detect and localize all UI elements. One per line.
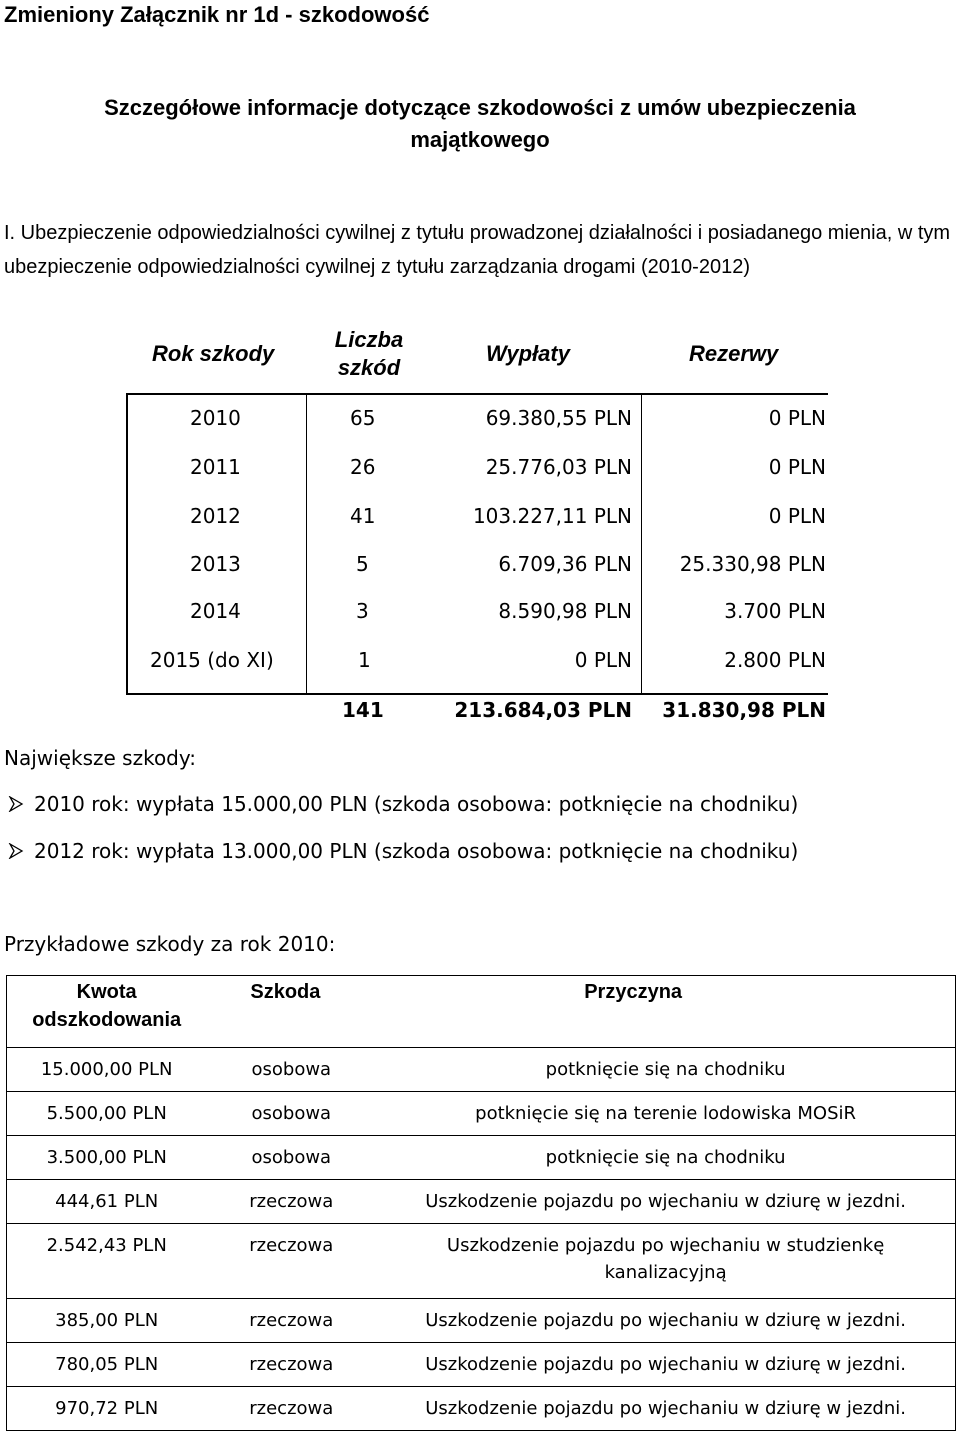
summary-year: 2015 (do XI) xyxy=(150,648,274,672)
largest-claim-item xyxy=(8,791,798,817)
summary-year: 2011 xyxy=(190,455,241,479)
claim-type: rzeczowa xyxy=(206,1180,376,1224)
subtitle-line-2: majątkowego xyxy=(410,127,550,152)
claim-type: osobowa xyxy=(206,1136,376,1180)
claim-amount: 970,72 PLN xyxy=(7,1387,207,1431)
claim-cause: potknięcie się na chodniku xyxy=(376,1136,955,1180)
section-heading: I. Ubezpieczenie odpowiedzialności cywilnej z tytułu prowadzonej działalności i posiadanego mienia, w tym ubezpieczenie odpowiedzialności cywilnej z tytułu zarządzania drogami (2010-2012) xyxy=(4,222,951,278)
summary-payments: 8.590,98 PLN xyxy=(498,599,632,623)
summary-payments: 25.776,03 PLN xyxy=(485,455,632,479)
summary-year: 2014 xyxy=(190,599,241,623)
summary-header-count xyxy=(330,326,408,382)
summary-total-reserves: 31.830,98 PLN xyxy=(662,698,826,722)
column-header-amount xyxy=(7,976,207,1048)
claim-cause xyxy=(376,1224,955,1299)
summary-reserves: 0 PLN xyxy=(768,455,826,479)
claim-cause-line1: Uszkodzenie pojazdu po wjechaniu w studzienkę xyxy=(446,1235,885,1256)
claim-amount: 3.500,00 PLN xyxy=(7,1136,207,1180)
document-subtitle xyxy=(0,92,960,156)
summary-reserves: 25.330,98 PLN xyxy=(679,552,826,576)
summary-year: 2010 xyxy=(190,406,241,430)
summary-count: 3 xyxy=(356,599,369,623)
largest-claim-item xyxy=(8,838,798,864)
table-header-row xyxy=(7,976,956,1048)
table-row xyxy=(7,1048,956,1092)
summary-count: 65 xyxy=(350,406,376,430)
table-row xyxy=(7,1387,956,1431)
summary-count: 5 xyxy=(356,552,369,576)
table-row xyxy=(7,1136,956,1180)
arrow-bullet-icon xyxy=(8,796,24,812)
claim-cause: potknięcie się na chodniku xyxy=(376,1048,955,1092)
table-row xyxy=(7,1092,956,1136)
claim-type: rzeczowa xyxy=(206,1343,376,1387)
claim-amount: 15.000,00 PLN xyxy=(7,1048,207,1092)
largest-claim-text: 2012 rok: wypłata 13.000,00 PLN (szkoda osobowa: potknięcie na chodniku) xyxy=(34,839,799,863)
column-header-cause: Przyczyna xyxy=(376,976,955,1048)
summary-header-reserves: Rezerwy xyxy=(689,341,779,366)
table-row xyxy=(7,1180,956,1224)
summary-reserves: 0 PLN xyxy=(768,504,826,528)
summary-count: 1 xyxy=(358,648,371,672)
claim-amount: 444,61 PLN xyxy=(7,1180,207,1224)
document-title: Zmieniony Załącznik nr 1d - szkodowość xyxy=(4,2,430,27)
claim-type: rzeczowa xyxy=(206,1299,376,1343)
summary-divider xyxy=(641,395,642,693)
table-row xyxy=(7,1299,956,1343)
summary-header-payments: Wypłaty xyxy=(486,341,570,366)
subtitle-line-1: Szczegółowe informacje dotyczące szkodowości z umów ubezpieczenia xyxy=(104,95,856,120)
largest-claim-text: 2010 rok: wypłata 15.000,00 PLN (szkoda osobowa: potknięcie na chodniku) xyxy=(34,792,799,816)
claim-type: osobowa xyxy=(206,1048,376,1092)
example-claims-table xyxy=(6,975,956,1431)
summary-payments: 6.709,36 PLN xyxy=(498,552,632,576)
largest-claims-label: Największe szkody: xyxy=(4,746,196,770)
summary-year: 2013 xyxy=(190,552,241,576)
column-header-amount-line2: odszkodowania xyxy=(32,1009,182,1031)
summary-payments: 0 PLN xyxy=(574,648,632,672)
summary-header-count-line1: Liczba xyxy=(334,327,404,352)
summary-year: 2012 xyxy=(190,504,241,528)
claim-cause-line2: kanalizacyjną xyxy=(604,1262,727,1283)
claim-cause: Uszkodzenie pojazdu po wjechaniu w dziurę w jezdni. xyxy=(376,1387,955,1431)
claim-amount: 780,05 PLN xyxy=(7,1343,207,1387)
summary-total-count: 141 xyxy=(342,698,384,722)
summary-count: 41 xyxy=(350,504,376,528)
summary-header-count-line2: szkód xyxy=(337,355,401,380)
arrow-bullet-icon xyxy=(8,843,24,859)
table-row xyxy=(7,1224,956,1299)
summary-divider xyxy=(306,395,307,693)
claim-cause: Uszkodzenie pojazdu po wjechaniu w dziurę w jezdni. xyxy=(376,1299,955,1343)
summary-payments: 69.380,55 PLN xyxy=(485,406,632,430)
claim-cause: potknięcie się na terenie lodowiska MOSiR xyxy=(376,1092,955,1136)
claim-amount: 385,00 PLN xyxy=(7,1299,207,1343)
summary-reserves: 0 PLN xyxy=(768,406,826,430)
claim-cause: Uszkodzenie pojazdu po wjechaniu w dziurę w jezdni. xyxy=(376,1343,955,1387)
claim-type: rzeczowa xyxy=(206,1387,376,1431)
claim-type: rzeczowa xyxy=(206,1224,376,1299)
example-claims-label: Przykładowe szkody za rok 2010: xyxy=(4,932,336,956)
summary-count: 26 xyxy=(350,455,376,479)
claim-amount: 2.542,43 PLN xyxy=(7,1224,207,1299)
summary-payments: 103.227,11 PLN xyxy=(472,504,632,528)
table-row xyxy=(7,1343,956,1387)
summary-header-year: Rok szkody xyxy=(152,341,275,366)
claim-type: osobowa xyxy=(206,1092,376,1136)
column-header-amount-line1: Kwota xyxy=(76,981,137,1003)
claim-cause: Uszkodzenie pojazdu po wjechaniu w dziurę w jezdni. xyxy=(376,1180,955,1224)
claim-amount: 5.500,00 PLN xyxy=(7,1092,207,1136)
column-header-type: Szkoda xyxy=(206,976,376,1048)
summary-total-payments: 213.684,03 PLN xyxy=(454,698,632,722)
summary-reserves: 2.800 PLN xyxy=(724,648,826,672)
summary-reserves: 3.700 PLN xyxy=(724,599,826,623)
